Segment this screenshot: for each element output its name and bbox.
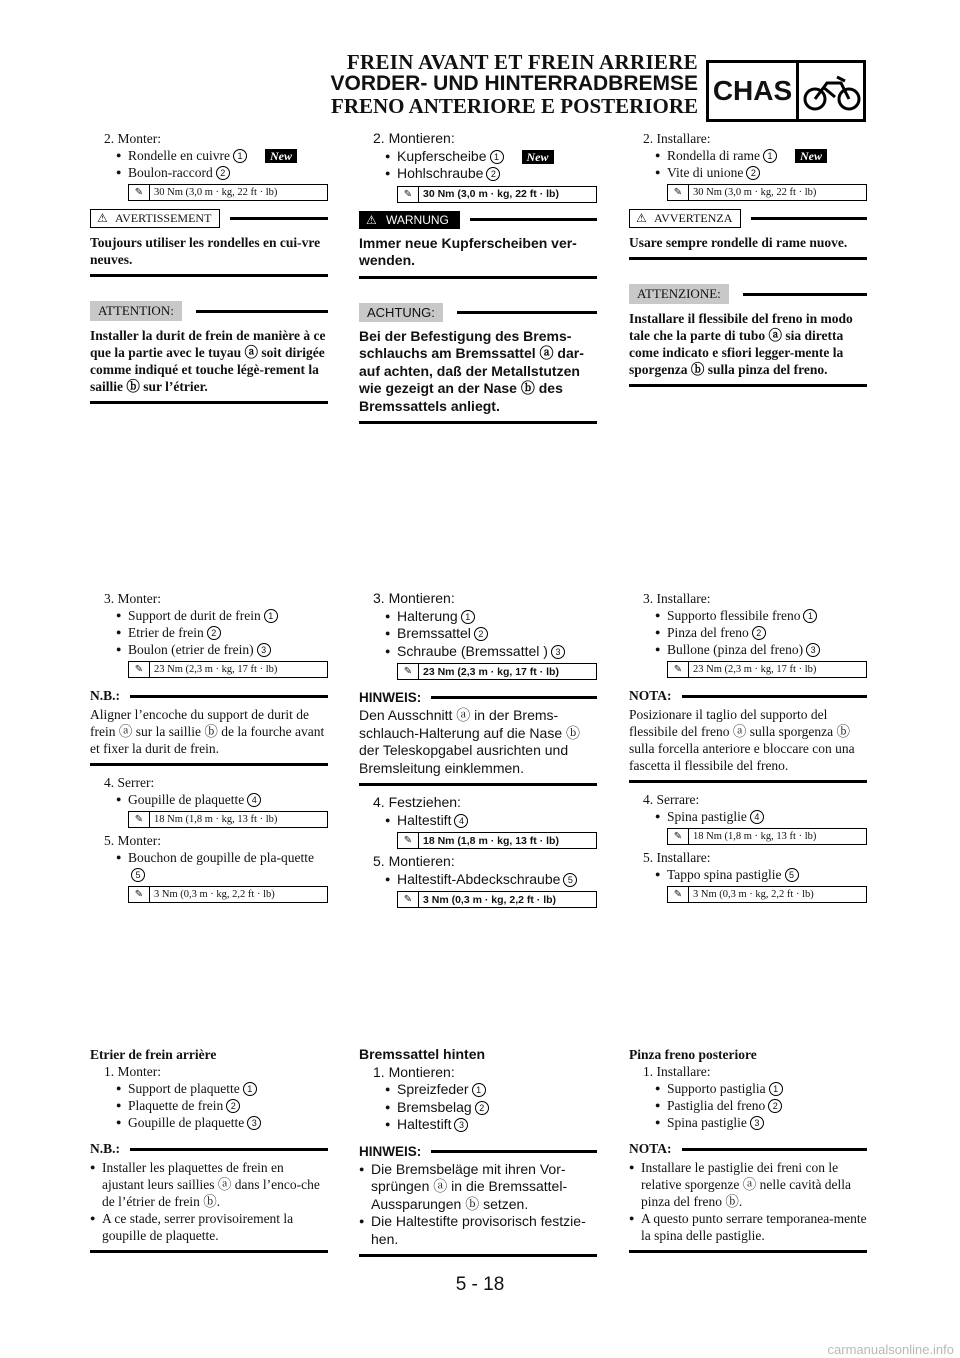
note-text: Aligner l’encoche du support de durit de frein ⓐ sur la saillie ⓑ de la fourche avant et fixer la durit de frein. xyxy=(90,707,325,756)
note-header: HINWEIS: xyxy=(359,690,597,705)
list-item: ● Etrier de frein 2 xyxy=(90,624,328,641)
new-badge: New xyxy=(795,149,827,163)
step-title: 3. Installare: xyxy=(643,591,711,606)
section-title: Pinza freno posteriore xyxy=(629,1047,757,1062)
step-2-block xyxy=(90,130,328,404)
wrench-icon: ✎ xyxy=(668,662,689,677)
note-bullet: ● Die Haltestifte provisorisch festzie-hen. xyxy=(359,1213,597,1248)
note-bullet: ● A questo punto serrare temporanea-mente la spina delle pastiglie. xyxy=(629,1210,867,1244)
warning-header: ⚠ AVERTISSEMENT xyxy=(90,209,328,228)
wrench-icon: ✎ xyxy=(398,187,419,202)
note-header: NOTA: xyxy=(629,688,867,704)
wrench-icon: ✎ xyxy=(668,185,689,200)
list-item: ● Plaquette de frein 2 xyxy=(90,1097,328,1114)
step-2-block xyxy=(359,130,597,424)
warning-header: ⚠ WARNUNG xyxy=(359,211,597,229)
list-item: ● Haltestift-Abdeckschraube 5 xyxy=(359,871,597,889)
wrench-icon: ✎ xyxy=(129,662,150,677)
warning-text: Toujours utiliser les rondelles en cui-vre neuves. xyxy=(90,235,321,267)
list-item: ● Support de durit de frein 1 xyxy=(90,607,328,624)
list-item: ● Tappo spina pastiglie 5 xyxy=(629,866,867,883)
caution-text: Installer la durit de frein de manière à ce que la partie avec le tuyau ⓐ soit dirigée comme indiqué et touche légè-rement la saillie ⓑ sur l’étrier. xyxy=(90,328,326,394)
page-number: 5 - 18 xyxy=(455,1274,505,1295)
header-title-de: VORDER- UND HINTERRADBREMSE xyxy=(330,72,698,95)
new-badge: New xyxy=(265,149,297,163)
list-item: ● Rondella di rame 1 New xyxy=(629,147,867,164)
wrench-icon: ✎ xyxy=(398,833,419,848)
warning-text: Usare sempre rondelle di rame nuove. xyxy=(629,235,848,250)
list-item: ● Goupille de plaquette 4 xyxy=(90,791,328,808)
list-item: ● Haltestift 3 xyxy=(359,1116,597,1134)
list-item: ● Pastiglia del freno 2 xyxy=(629,1097,867,1114)
wrench-icon: ✎ xyxy=(668,887,689,902)
motorcycle-icon xyxy=(801,67,863,117)
list-item: ● Rondelle en cuivre 1 New xyxy=(90,147,328,164)
caution-header: ATTENTION: xyxy=(90,301,328,321)
step-title: 5. Monter: xyxy=(104,833,161,848)
torque-spec: ✎ 18 Nm (1,8 m · kg, 13 ft · lb) xyxy=(397,832,597,849)
wrench-icon: ✎ xyxy=(398,664,419,679)
rear-caliper-block xyxy=(359,1046,597,1257)
list-item: ● Support de plaquette 1 xyxy=(90,1080,328,1097)
step-title: 5. Installare: xyxy=(643,850,711,865)
list-item: ● Schraube (Bremssattel ) 3 xyxy=(359,643,597,661)
section-title: Etrier de frein arrière xyxy=(90,1047,217,1062)
warning-icon: ⚠ xyxy=(97,211,108,225)
list-item: ● Pinza del freno 2 xyxy=(629,624,867,641)
torque-spec: ✎ 30 Nm (3,0 m · kg, 22 ft · lb) xyxy=(667,184,867,201)
list-item: ● Kupferscheibe 1 New xyxy=(359,148,597,166)
list-item: ● Bullone (pinza del freno) 3 xyxy=(629,641,867,658)
step-title: 4. Festziehen: xyxy=(373,794,461,810)
note-text: Posizionare il taglio del supporto del flessibile del freno ⓐ sulla sporgenza ⓑ sulla forcella anteriore e bloccare con una fascetta il flessibile del freno. xyxy=(629,707,855,773)
wrench-icon: ✎ xyxy=(668,829,689,844)
list-item: ● Vite di unione 2 xyxy=(629,164,867,181)
step-title: 1. Montieren: xyxy=(373,1063,455,1080)
list-item: ● Bremssattel 2 xyxy=(359,625,597,643)
note-header: N.B.: xyxy=(90,1141,328,1157)
torque-spec: ✎ 18 Nm (1,8 m · kg, 13 ft · lb) xyxy=(128,811,328,828)
rear-caliper-block xyxy=(90,1046,328,1253)
torque-spec: ✎ 23 Nm (2,3 m · kg, 17 ft · lb) xyxy=(128,661,328,678)
warning-text: Immer neue Kupferscheiben ver-wenden. xyxy=(359,234,577,268)
section-badge xyxy=(706,60,866,122)
warning-icon: ⚠ xyxy=(636,211,647,225)
torque-spec: ✎ 18 Nm (1,8 m · kg, 13 ft · lb) xyxy=(667,828,867,845)
list-item: ● Spina pastiglie 3 xyxy=(629,1114,867,1131)
warning-header: ⚠ AVVERTENZA xyxy=(629,209,867,228)
list-item: ● Boulon-raccord 2 xyxy=(90,164,328,181)
list-item: ● Halterung 1 xyxy=(359,608,597,626)
warning-icon: ⚠ xyxy=(366,212,377,227)
step-3-block xyxy=(629,590,867,907)
caution-header: ATTENZIONE: xyxy=(629,284,867,304)
note-header: HINWEIS: xyxy=(359,1144,597,1159)
torque-spec: ✎ 3 Nm (0,3 m · kg, 2,2 ft · lb) xyxy=(128,886,328,903)
wrench-icon: ✎ xyxy=(129,812,150,827)
note-bullet: ● A ce stade, serrer provisoirement la goupille de plaquette. xyxy=(90,1210,328,1244)
step-title: 1. Monter: xyxy=(104,1064,161,1079)
footer-watermark[interactable]: carmanualsonline.info xyxy=(827,1342,954,1357)
list-item: ● Goupille de plaquette 3 xyxy=(90,1114,328,1131)
step-title: 2. Monter: xyxy=(104,131,161,146)
step-title: 4. Serrare: xyxy=(643,792,700,807)
note-bullet: ● Installer les plaquettes de frein en ajustant leurs saillies ⓐ dans l’enco-che de l’étrier de frein ⓑ. xyxy=(90,1159,328,1210)
step-title: 5. Montieren: xyxy=(373,853,455,869)
step-title: 2. Montieren: xyxy=(373,130,455,146)
new-badge: New xyxy=(522,150,554,164)
step-title: 1. Installare: xyxy=(643,1064,711,1079)
torque-spec: ✎ 23 Nm (2,3 m · kg, 17 ft · lb) xyxy=(667,661,867,678)
caution-text: Bei der Befestigung des Brems-schlauchs am Bremssattel ⓐ dar-auf achten, daß der Metallstutzen wie gezeigt an der Nase ⓑ des Bremssattels anliegt. xyxy=(359,327,584,414)
list-item: ● Boulon (etrier de frein) 3 xyxy=(90,641,328,658)
torque-spec: ✎ 3 Nm (0,3 m · kg, 2,2 ft · lb) xyxy=(667,886,867,903)
note-header: NOTA: xyxy=(629,1141,867,1157)
torque-spec: ✎ 23 Nm (2,3 m · kg, 17 ft · lb) xyxy=(397,663,597,680)
list-item: ● Bremsbelag 2 xyxy=(359,1099,597,1117)
section-title: Bremssattel hinten xyxy=(359,1046,486,1062)
caution-header: ACHTUNG: xyxy=(359,303,597,322)
wrench-icon: ✎ xyxy=(129,185,150,200)
note-header: N.B.: xyxy=(90,688,328,704)
step-title: 4. Serrer: xyxy=(104,775,155,790)
wrench-icon: ✎ xyxy=(398,892,419,907)
note-bullet: ● Die Bremsbeläge mit ihren Vor-sprüngen ⓐ in die Bremssattel-Aussparungen ⓑ setzen. xyxy=(359,1161,597,1214)
step-2-block xyxy=(629,130,867,387)
step-3-block xyxy=(359,590,597,912)
wrench-icon: ✎ xyxy=(129,887,150,902)
section-label: CHAS xyxy=(709,63,799,119)
list-item: ● Hohlschraube 2 xyxy=(359,165,597,183)
torque-spec: ✎ 3 Nm (0,3 m · kg, 2,2 ft · lb) xyxy=(397,891,597,908)
header-title-fr: FREIN AVANT ET FREIN ARRIERE xyxy=(346,50,698,74)
rear-caliper-block xyxy=(629,1046,867,1253)
torque-spec: ✎ 30 Nm (3,0 m · kg, 22 ft · lb) xyxy=(128,184,328,201)
list-item: ● Supporto pastiglia 1 xyxy=(629,1080,867,1097)
note-text: Den Ausschnitt ⓐ in der Brems-schlauch-Halterung auf die Nase ⓑ der Teleskopgabel ausrichten und Bremsleitung einklemmen. xyxy=(359,707,581,776)
note-bullet: ● Installare le pastiglie dei freni con le relative sporgenze ⓐ nelle cavità della pinza del freno ⓑ. xyxy=(629,1159,867,1210)
list-item: ● Spreizfeder 1 xyxy=(359,1081,597,1099)
header-title-it: FRENO ANTERIORE E POSTERIORE xyxy=(331,94,698,118)
list-item: ● Supporto flessibile freno 1 xyxy=(629,607,867,624)
list-item: ● Haltestift 4 xyxy=(359,812,597,830)
list-item: ● Bouchon de goupille de pla-quette5 xyxy=(90,849,328,883)
step-title: 3. Montieren: xyxy=(373,590,455,606)
caution-text: Installare il flessibile del freno in modo tale che la parte di tubo ⓐ sia diretta come indicato e sfiori legger-mente la sporgenza ⓑ sulla pinza del freno. xyxy=(629,311,853,377)
list-item: ● Spina pastiglie 4 xyxy=(629,808,867,825)
torque-spec: ✎ 30 Nm (3,0 m · kg, 22 ft · lb) xyxy=(397,186,597,203)
step-title: 3. Monter: xyxy=(104,591,161,606)
step-title: 2. Installare: xyxy=(643,131,711,146)
step-3-block xyxy=(90,590,328,907)
